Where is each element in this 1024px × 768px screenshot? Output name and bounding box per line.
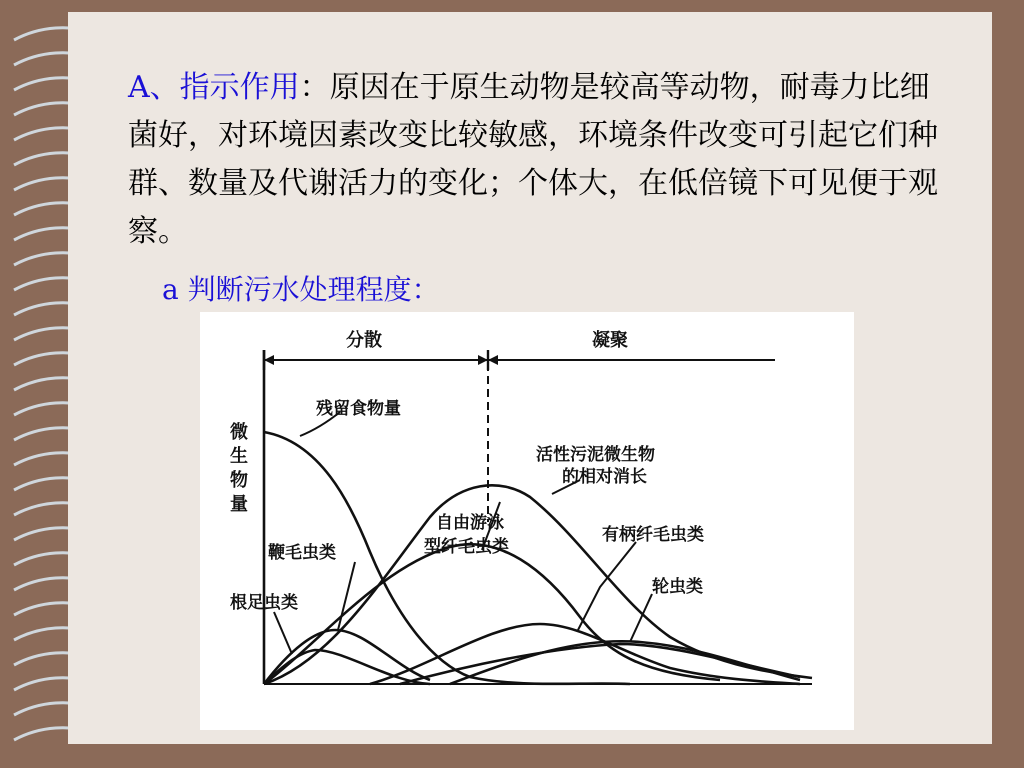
rhizopods-leader	[274, 612, 292, 654]
label-rhizopods: 根足虫类	[230, 593, 298, 613]
phase-label-dispersed: 分散	[346, 330, 382, 351]
free-swimming-ciliates-curve	[264, 544, 720, 684]
arrow-mid-left-head	[478, 355, 488, 365]
label-free-swimming-line2: 型纤毛虫类	[424, 537, 509, 557]
y-axis-char-3: 物	[230, 470, 248, 491]
label-sludge-line1: 活性污泥微生物	[536, 445, 655, 465]
rotifers-leader	[630, 594, 652, 642]
label-flagellates: 鞭毛虫类	[268, 543, 336, 563]
label-rotifers: 轮虫类	[652, 577, 703, 597]
heading-label: A、指示作用	[128, 70, 300, 105]
y-axis-char-1: 微	[230, 422, 248, 443]
label-stalked-ciliates: 有柄纤毛虫类	[602, 525, 704, 545]
y-axis-char-2: 生	[230, 446, 248, 467]
subheading: a 判断污水处理程度：	[162, 273, 440, 306]
rotifers-secondary-curve	[450, 641, 800, 684]
paragraph-text: ：原因在于原生动物是较高等动物，耐毒力比细菌好，对环境因素改变比较敏感，环境条件改变可引起它们种群、数量及代谢活力的变化；个体大，在低倍镜下可见便于观察。	[128, 70, 938, 249]
intro-paragraph	[128, 64, 948, 256]
diagram-panel	[200, 312, 854, 730]
microorganism-succession-diagram	[200, 312, 854, 730]
y-axis-char-4: 量	[230, 494, 248, 515]
arrow-left-head	[264, 355, 274, 365]
phase-label-flocculated: 凝聚	[592, 330, 628, 351]
label-residual-food: 残留食物量	[316, 399, 401, 419]
label-free-swimming-line1: 自由游泳	[436, 513, 504, 533]
arrow-mid-right-head	[488, 355, 498, 365]
flagellates-leader	[338, 562, 355, 630]
label-sludge-line2: 的相对消长	[562, 467, 647, 487]
